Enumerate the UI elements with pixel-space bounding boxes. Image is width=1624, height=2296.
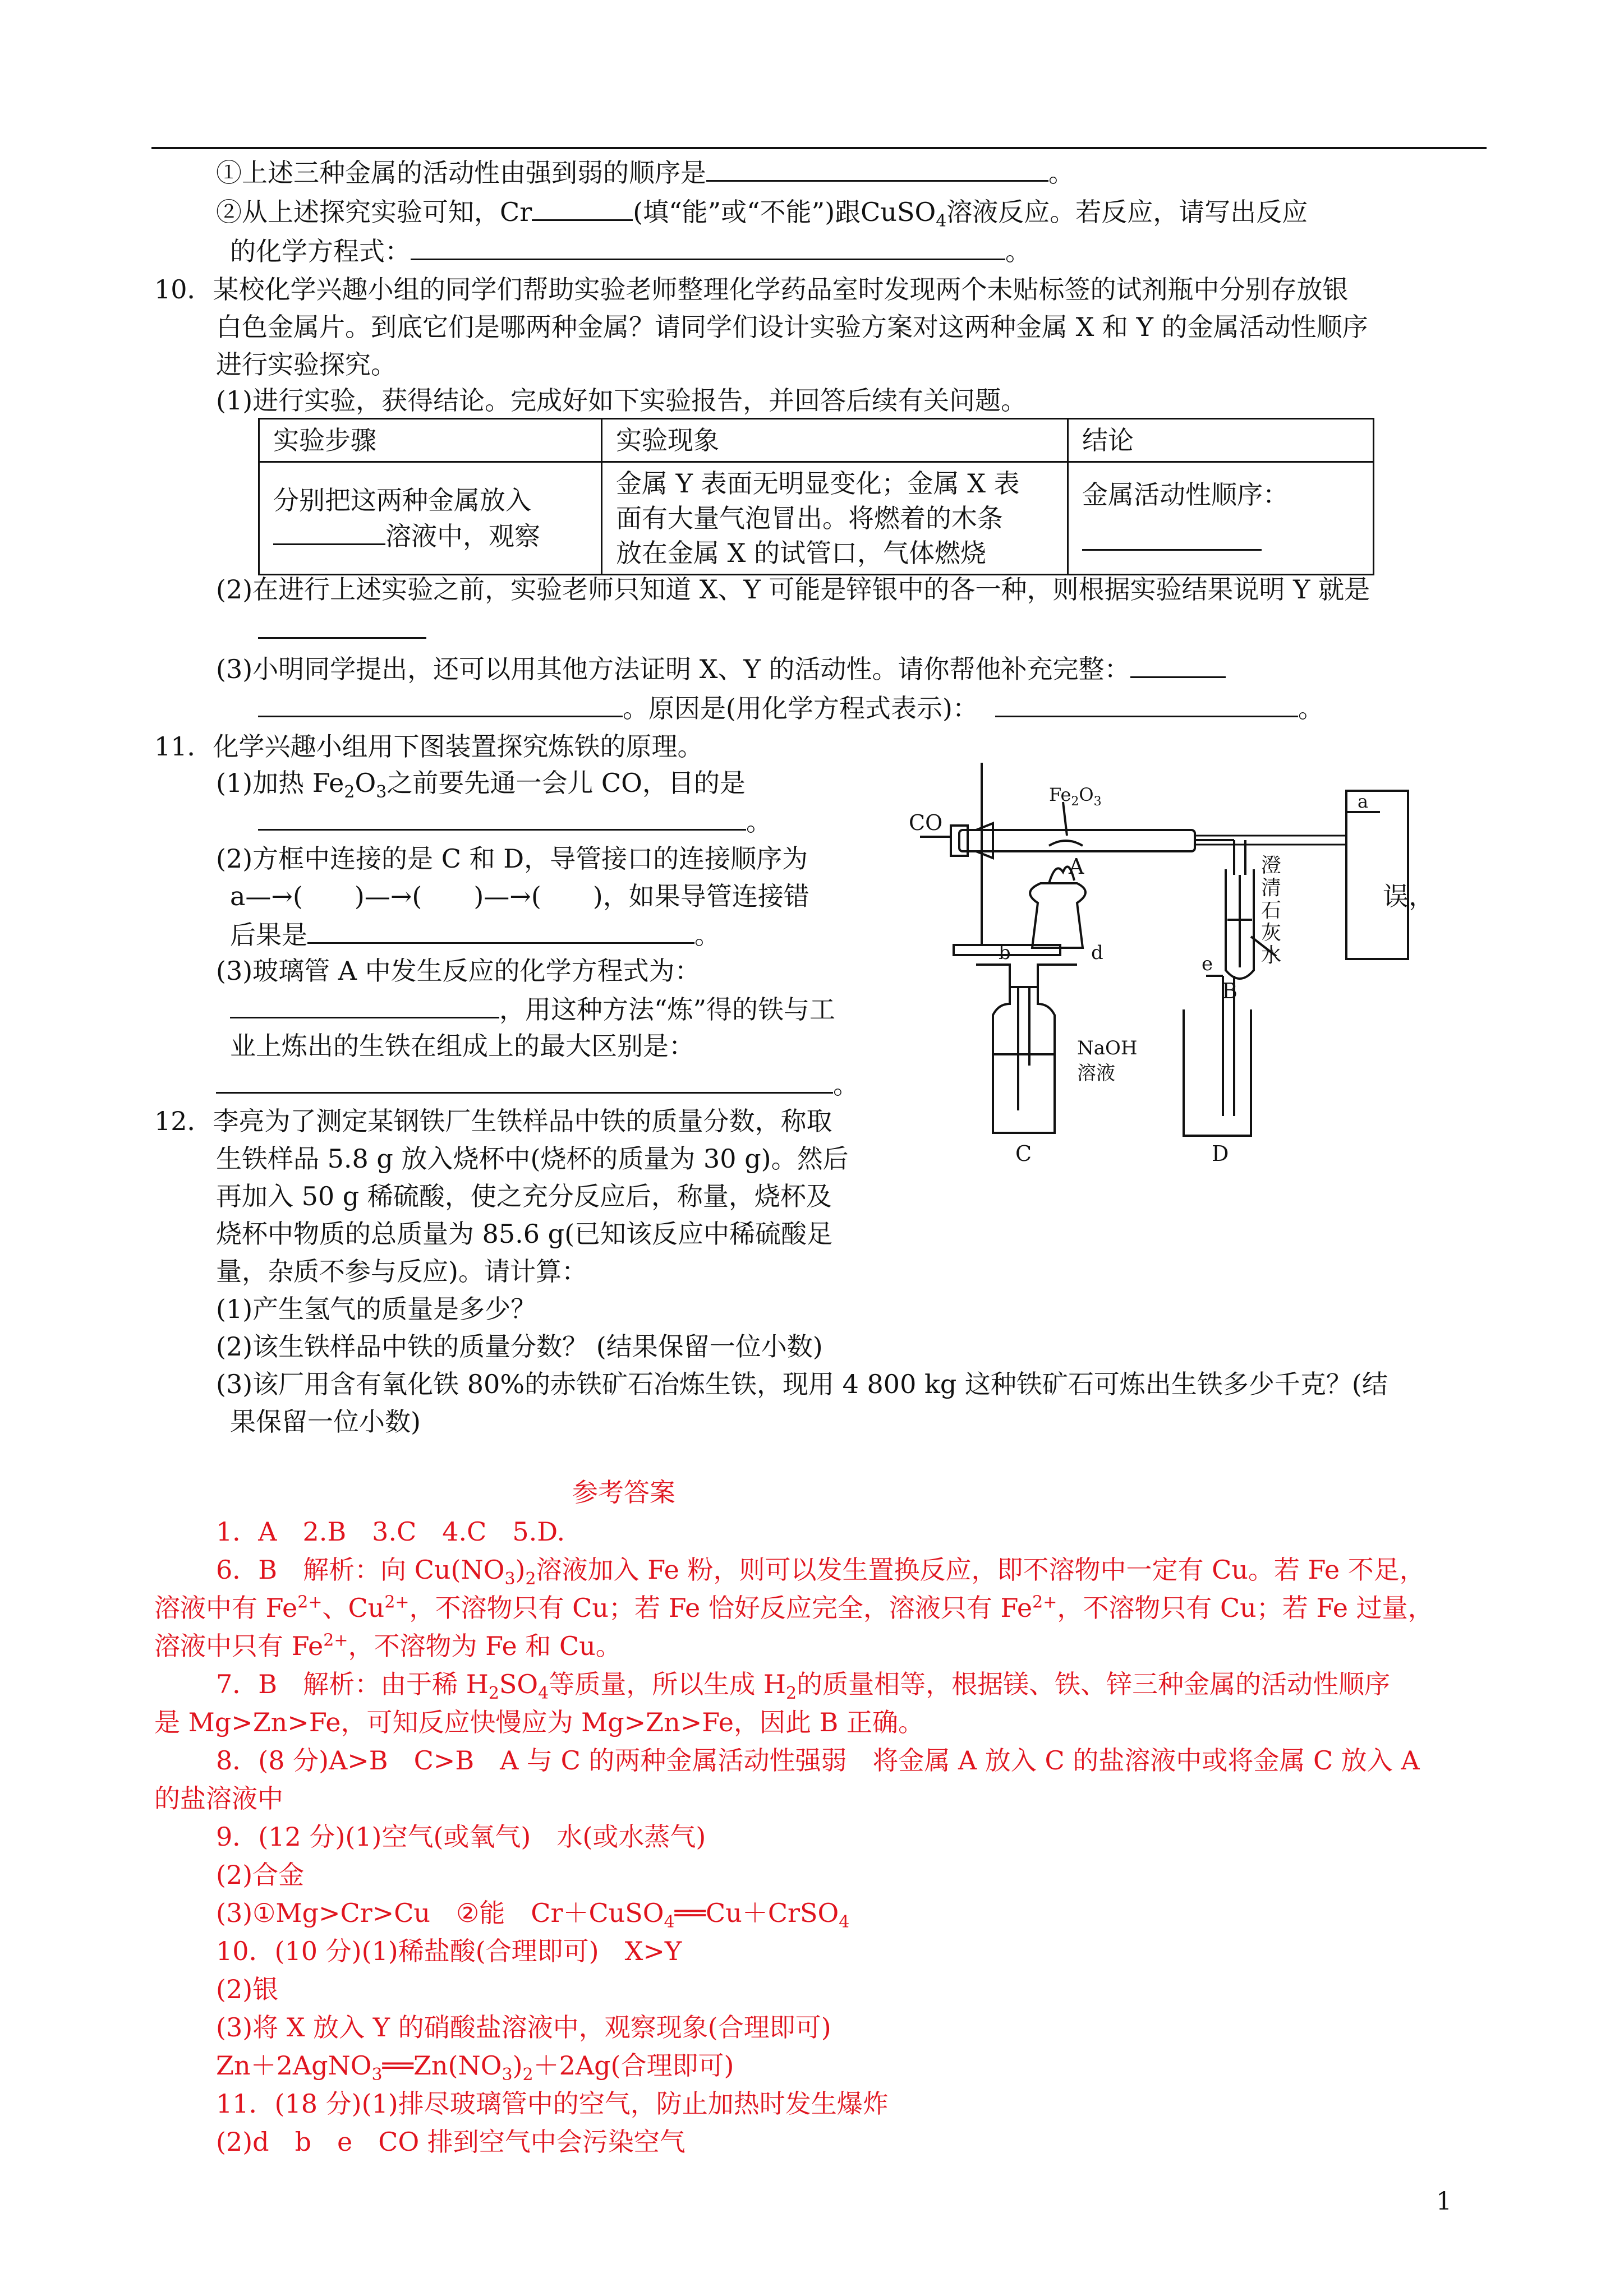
answer-7-line-1: 7．B 解析：由于稀 $H_2SO_4$等质量，所以生成 $H_2$的质量相等，根据镁、铁、锌三种金属的活动性顺序 [216, 1669, 1391, 1704]
answer-blank [258, 611, 426, 639]
q10-stem-2: 白色金属片。到底它们是哪两种金属？请同学们设计实验方案对这两种金属 X 和 Y 的金属活动性顺序 [216, 312, 1368, 342]
answer-blank [411, 233, 1005, 260]
q12-stem-1: 12．李亮为了测定某钢铁厂生铁样品中铁的质量分数，称取 [154, 1106, 832, 1136]
q11-part-1: (1)加热 $Fe_2O_3$之前要先通一会儿 CO，目的是 [216, 768, 746, 803]
q11-part-2-order: a—→( )—→( )—→( )，如果导管连接错 [230, 881, 809, 911]
label-d-beaker: D [1212, 1141, 1229, 1166]
q11-part-3: (3)玻璃管 A 中发生反应的化学方程式为： [216, 956, 701, 986]
answer-blank [307, 916, 694, 944]
answer-8-line-1: 8．(8 分)A>B C>B A 与 C 的两种金属活动性强弱 将金属 A 放入 C 的盐溶液中或将金属 C 放入 A [216, 1745, 1420, 1776]
q12-stem-3: 再加入 50 g 稀硫酸，使之充分反应后，称量，烧杯及 [216, 1181, 832, 1211]
answer-blank [995, 690, 1298, 717]
answer-blank [273, 518, 385, 545]
answer-blank [258, 803, 746, 831]
label-solution: 溶液 [1077, 1062, 1115, 1085]
answer-7-line-2: 是 Mg>Zn>Fe，可知反应快慢应为 Mg>Zn>Fe，因此 B 正确。 [154, 1707, 924, 1737]
answer-11-line-2: (2)d b e CO 排到空气中会污染空气 [216, 2127, 686, 2157]
q12-stem-5: 量，杂质不参与反应)。请计算： [216, 1256, 587, 1287]
answer-10-line-2: (2)银 [216, 1974, 279, 2004]
label-a-tube: A [1069, 854, 1084, 879]
answer-6-line-2: 溶液中有 $Fe^{2+}$、$Cu^{2+}$，不溶物只有 Cu；若 Fe 恰好反应完全，溶液只有 $Fe^{2+}$，不溶物只有 Cu；若 Fe 过量， [154, 1592, 1434, 1623]
answer-10-line-1: 10．(10 分)(1)稀盐酸(合理即可) X>Y [216, 1936, 682, 1966]
label-e-port: e [1202, 953, 1213, 975]
q11-part-2-wrap: 误， [1383, 881, 1434, 911]
q11-part-1-blank: 。 [258, 803, 772, 839]
q11-part-3-line-2: ，用这种方法“炼”得的铁与工 [230, 991, 835, 1027]
table-cell-conclusion: 金属活动性顺序： [1068, 462, 1374, 575]
svg-text:清: 清 [1261, 877, 1282, 900]
table-header-step: 实验步骤 [259, 419, 602, 462]
label-a-port: a [1358, 791, 1369, 812]
answer-blank [258, 690, 623, 717]
answer-key-title: 参考答案 [572, 1477, 675, 1507]
q12-part-3: (3)该厂用含有氧化铁 80%的赤铁矿石冶炼生铁，现用 4 800 kg 这种铁矿石可炼出生铁多少千克？(结 [216, 1369, 1388, 1399]
table-row [259, 462, 1374, 575]
answer-10-line-3: (3)将 X 放入 Y 的硝酸盐溶液中，观察现象(合理即可) [216, 2012, 831, 2043]
answer-blank [1082, 523, 1262, 551]
answer-6-line-1: 6．B 解析：向 $Cu(NO_3)_2$溶液加入 Fe 粉，则可以发生置换反应，即不溶物中一定有 Cu。若 Fe 不足， [216, 1555, 1425, 1589]
gas-bottle-c [993, 987, 1055, 1133]
answer-9-line-3: (3)①Mg>Cr>Cu ②能 Cr＋CuSO$_4$══Cu＋CrSO$_4$ [216, 1898, 850, 1933]
answer-8-line-2: 的盐溶液中 [154, 1783, 283, 1814]
q9-line-2: ②从上述探究实验可知，Cr (填“能”或“不能”)跟CuSO$_4$溶液反应。若反应，请写出反应 [216, 193, 1308, 229]
answer-1-5: 1．A 2.B 3.C 4.C 5.D. [216, 1516, 565, 1547]
q12-stem-2: 生铁样品 5.8 g 放入烧杯中(烧杯的质量为 30 g)。然后 [216, 1144, 849, 1174]
q10-part-1: (1)进行实验，获得结论。完成好如下实验报告，并回答后续有关问题。 [216, 385, 1027, 416]
label-b-tube: B [1222, 979, 1237, 1003]
answer-blank [216, 1066, 833, 1094]
label-c-bottle: C [1015, 1141, 1032, 1166]
q11-part-3-line-4: 。 [216, 1066, 859, 1102]
table-header-phenomenon: 实验现象 [602, 419, 1068, 462]
answer-blank [230, 991, 499, 1018]
alcohol-burner [1030, 883, 1085, 948]
svg-text:水: 水 [1261, 944, 1282, 967]
label-fe2o3: $Fe_2O_3$ [1049, 784, 1102, 809]
q12-stem-4: 烧杯中物质的总质量为 85.6 g(已知该反应中稀硫酸足 [216, 1219, 833, 1249]
table-header-row [259, 419, 1374, 462]
answer-9-line-2: (2)合金 [216, 1860, 305, 1890]
answer-6-line-3: 溶液中只有 $Fe^{2+}$，不溶物为 Fe 和 Cu。 [154, 1630, 622, 1661]
q10-part-2-blank [258, 611, 426, 647]
q12-part-3-line-2: 果保留一位小数) [230, 1407, 421, 1437]
q11-part-2-result: 后果是 。 [230, 916, 720, 952]
q11-part-3-line-3: 业上炼出的生铁在组成上的最大区别是： [230, 1031, 694, 1061]
answer-blank [532, 193, 633, 221]
label-co: CO [909, 810, 943, 835]
svg-text:灰: 灰 [1261, 921, 1282, 944]
q10-part-2: (2)在进行上述实验之前，实验老师只知道 X、Y 可能是锌银中的各一种，则根据实验结果说明 Y 就是 [216, 574, 1370, 605]
q12-part-2: (2)该生铁样品中铁的质量分数？ (结果保留一位小数) [216, 1331, 823, 1362]
q10-part-3: (3)小明同学提出，还可以用其他方法证明 X、Y 的活动性。请你帮他补充完整： [216, 651, 1226, 686]
answer-10-line-4: $Zn+2AgNO_3══Zn(NO_3)_2+2Ag$(合理即可) [216, 2050, 734, 2085]
q11-stem: 11．化学兴趣小组用下图装置探究炼铁的原理。 [154, 731, 703, 762]
table-cell-step: 分别把这两种金属放入 溶液中，观察 [259, 462, 602, 575]
label-b-port: b [999, 942, 1011, 964]
experiment-report-table [258, 418, 1374, 575]
q10-part-3-line-2: 。原因是(用化学方程式表示)： 。 [258, 690, 1324, 726]
q12-part-1: (1)产生氢气的质量是多少？ [216, 1294, 537, 1324]
q10-stem-1: 10．某校化学兴趣小组的同学们帮助实验老师整理化学药品室时发现两个未贴标签的试剂瓶中分别存放银 [154, 274, 1349, 305]
answer-blank [706, 154, 1048, 182]
header-rule [151, 147, 1487, 149]
answer-11-line-1: 11．(18 分)(1)排尽玻璃管中的空气，防止加热时发生爆炸 [216, 2088, 889, 2119]
q10-stem-3: 进行实验探究。 [216, 349, 397, 380]
table-header-conclusion: 结论 [1068, 419, 1374, 462]
q11-part-2: (2)方框中连接的是 C 和 D，导管接口的连接顺序为 [216, 843, 808, 874]
connection-box [1346, 791, 1408, 959]
q9-line-3: 的化学方程式： 。 [230, 233, 1031, 269]
label-d-port: d [1091, 942, 1103, 964]
beaker-d [1184, 1009, 1251, 1136]
label-limewater: 澄 [1261, 854, 1282, 877]
fe2o3-sample [1049, 841, 1083, 846]
svg-text:石: 石 [1261, 899, 1282, 922]
table-cell-phenomenon: 金属 Y 表面无明显变化；金属 X 表 面有大量气泡冒出。将燃着的木条 放在金属 X 的试管口，气体燃烧 [602, 462, 1068, 575]
q9-line-1: ①上述三种金属的活动性由强到弱的顺序是 。 [216, 154, 1074, 190]
apparatus-figure [909, 751, 1414, 1245]
answer-9-line-1: 9．(12 分)(1)空气(或氧气) 水(或水蒸气) [216, 1822, 706, 1852]
label-naoh: NaOH [1077, 1037, 1138, 1059]
page-number: 1 [1436, 2187, 1452, 2216]
glass-tube-a [959, 830, 1195, 851]
answer-blank [1130, 651, 1226, 678]
